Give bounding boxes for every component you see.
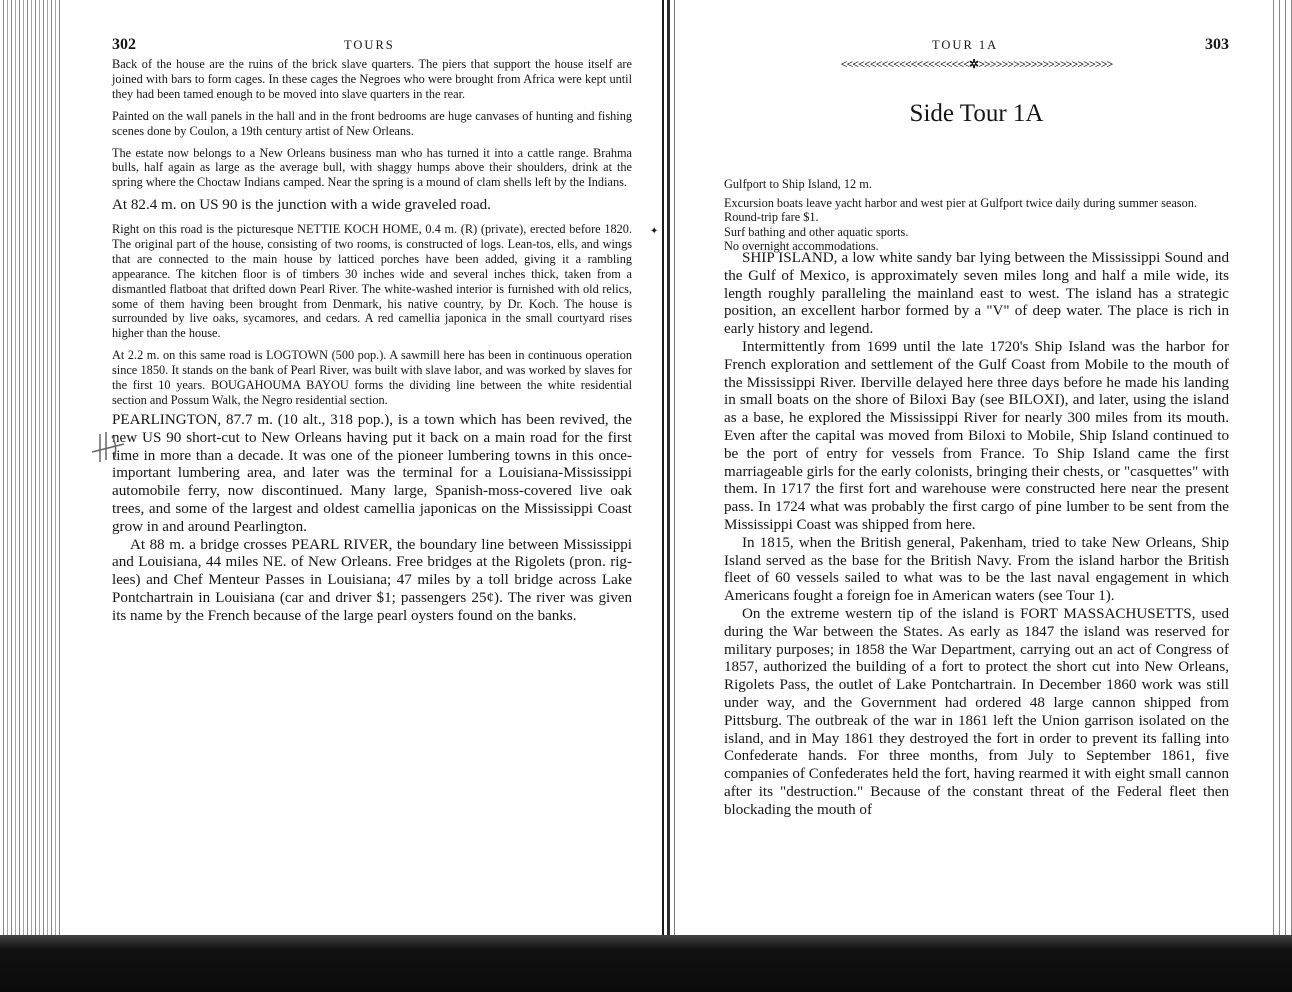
handwritten-margin-mark [88, 426, 128, 466]
chapter-title: Side Tour 1A [909, 100, 1044, 127]
left-page-body [112, 57, 632, 625]
paragraph: Right on this road is the picturesque NETTIE KOCH HOME, 0.4 m. (R) (private), erected before 1820. The original part of the house, consisting of two rooms, is constructed of logs. Lean-tos, ells, and wings that are connected to the main house by latticed porches have been added, giving it a rambling appearance. The kitchen floor is of timbers 30 inches wide and several inches thick, taken from a dismantled flatboat that drifted down Pearl River. The white-washed interior is furnished with old relics, some of them having been brought from Denmark, his native country, by Dr. Koch. The house is surrounded by live oaks, sycamores, and cedars. A red camellia japonica in the small courtyard rises higher than the house. [112, 222, 632, 341]
right-page-header [724, 36, 1229, 56]
info-line: No overnight accommodations. [724, 239, 879, 254]
ornamental-rule: <<<<<<<<<<<<<<<<<<<<<<✲>>>>>>>>>>>>>>>>>>>>>>> [840, 57, 1113, 71]
paragraph: Painted on the wall panels in the hall and in the front bedrooms are huge canvases of hunting and fishing scenes done by Coulon, a 19th century artist of New Orleans. [112, 108, 632, 138]
paragraph: At 2.2 m. on this same road is LOGTOWN (500 pop.). A sawmill here has been in continuous operation since 1850. It stands on the bank of Pearl River, was built with slave labor, and was worked by slaves for the first 10 years. BOUGAHOUMA BAYOU forms the dividing line between the white residential section and Possum Walk, the Negro residential section. [112, 348, 632, 408]
paragraph: At 88 m. a bridge crosses PEARL RIVER, the boundary line between Mississippi and Louisiana, 44 miles NE. of New Orleans. Free bridges at the Rigolets (pron. rig-lees) and Chef Menteur Passes in Louisiana; 47 miles by a toll bridge across Lake Pontchartrain in Louisiana (car and driver $1; passengers 25¢). The river was given its name by the French because of the large pearl oysters found on the banks. [112, 536, 632, 624]
book-gutter [652, 0, 682, 940]
left-page-edge [0, 0, 62, 940]
info-line: Excursion boats leave yacht harbor and west pier at Gulfport twice daily during summer season. Round-trip fare $1. [724, 195, 1197, 225]
scan-speck: ✦ [650, 226, 659, 237]
paragraph: PEARLINGTON, 87.7 m. (10 alt., 318 pop.), is a town which has been revived, the new US 90 short-cut to New Orleans having put it back on a main road for the first time in more than a decade. It was one of the pioneer lumbering towns in this once-important lumbering area, and later was the terminal for a Louisiana-Mississippi automobile ferry, now discontinued. Many large, Spanish-moss-covered live oak trees, and some of the largest and oldest camellia japonicas on the Mississippi Coast grow in and around Pearlington. [112, 411, 632, 535]
paragraph: In 1815, when the British general, Pakenham, tried to take New Orleans, Ship Island served as the base for the British Navy. From the island harbor the British fleet of 60 vessels sailed to what was to be the last naval engagement in which Americans fought a foreign foe in American waters (see Tour 1). [724, 534, 1229, 605]
paragraph: SHIP ISLAND, a low white sandy bar lying between the Mississippi Sound and the Gulf of Mexico, is approximately seven miles long and half a mile wide, its length roughly paralleling the mainland east to west. The island has a strategic position, an excellent harbor formed by a "V" of deep water. The place is rich in early history and legend. [724, 250, 1229, 338]
paragraph: Back of the house are the ruins of the brick slave quarters. The piers that support the house itself are joined with bars to form cages. In these cages the Negroes who were brought from Africa were kept until they had been tamed enough to be moved into slave quarters in the rear. [112, 57, 632, 101]
running-head: TOUR 1A [932, 38, 999, 52]
info-line: Gulfport to Ship Island, 12 m. [724, 177, 872, 191]
tour-info [724, 177, 1229, 254]
info-line: Surf bathing and other aquatic sports. [724, 224, 909, 239]
right-page-edge [1270, 0, 1292, 940]
paragraph: At 82.4 m. on US 90 is the junction with a wide graveled road. [112, 197, 491, 214]
page-number: 302 [112, 36, 136, 53]
running-head: TOURS [344, 38, 395, 52]
paragraph: The estate now belongs to a New Orleans business man who has turned it into a cattle range. Brahma bulls, half again as large as the average bull, with shaggy humps above their shoulders, drink at the spring where the Choctaw Indians camped. Near the spring is a mound of clam shells left by the Indians. [112, 145, 632, 190]
paragraph: On the extreme western tip of the island is FORT MASSACHUSETTS, used during the War between the States. As early as 1847 the island was reserved for military purposes; in 1858 the War Department, carrying out an act of Congress of 1857, authorized the building of a fort to protect the short cut into New Orleans, Rigolets Pass, the outlet of Lake Pontchartrain. In December 1860 work was still under way, and the Government had ordered 48 large cannon shipped from Pittsburg. The outbreak of the war in 1861 left the Union garrison isolated on the island, and in May 1861 they destroyed the fort in order to prevent its falling into Confederate hands. For three months, from July to September 1861, five companies of Confederates held the fort, having rearmed it with eight small cannon after its "destruction." Because of the constant threat of the Federal fleet then blockading the mouth of [724, 605, 1229, 818]
paragraph: Intermittently from 1699 until the late 1720's Ship Island was the harbor for French exploration and settlement of the Gulf Coast from Mobile to the mouth of the Mississippi River. Iberville delayed here three days before he made his landing in small boats on the shore of Biloxi Bay (see BILOXI), and later, using the island as a base, he explored the Mississippi River for nearly 300 miles from its mouth. Even after the capital was moved from Biloxi to Mobile, Ship Island continued to be the port of entry for vessels from France. To Ship Island came the first marriageable girls for the early colonists, bringing their chests, or "casquettes" with them. In 1717 the first fort and warehouse were constructed here near the present pass. In 1724 what was probably the first cargo of pine lumber to be sent from the Mississippi Coast was shipped from here. [724, 338, 1229, 533]
scan-shadow [0, 935, 1292, 992]
left-page-header [112, 36, 632, 56]
page-number: 303 [1205, 36, 1229, 53]
right-page-body [724, 250, 1229, 820]
